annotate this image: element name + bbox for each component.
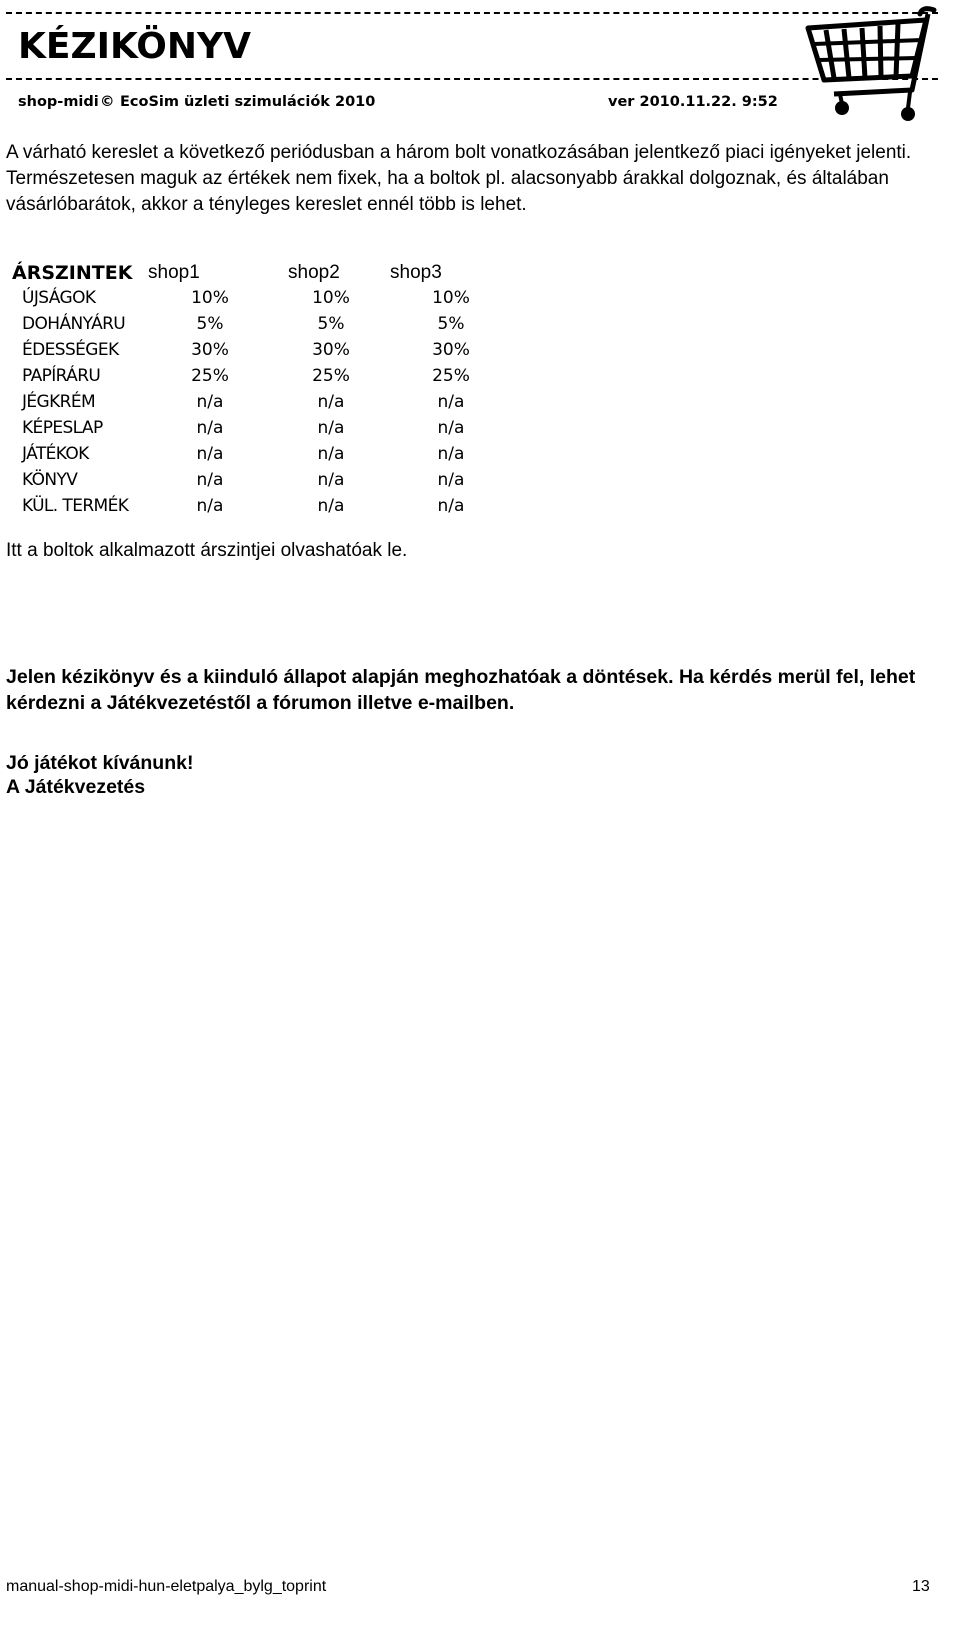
copyright-symbol: © [100, 94, 115, 110]
row-value-shop3: 10% [432, 288, 470, 308]
row-value-shop3: n/a [437, 444, 465, 464]
row-value-shop3: 5% [437, 314, 465, 334]
table-row [0, 470, 600, 496]
row-category: KÉPESLAP [22, 418, 103, 438]
header-top-rule [6, 12, 938, 14]
row-category: ÉDESSÉGEK [22, 340, 119, 360]
table-row [0, 392, 600, 418]
table-row [0, 288, 600, 314]
intro-paragraph: A várható kereslet a következő periódusban a három bolt vonatkozásában jelentkező piaci igényeket jelenti. Természetesen maguk az értékek nem fixek, ha a boltok pl. alacsonyabb árakkal dolgoznak, és általában vásárlóbarátok, akkor a tényleges kereslet ennél több is lehet. [6, 142, 912, 215]
row-value-shop2: 30% [312, 340, 350, 360]
row-category: JÉGKRÉM [22, 392, 96, 412]
row-value-shop3: n/a [437, 392, 465, 412]
row-category: KÜL. TERMÉK [22, 496, 129, 516]
row-value-shop1: n/a [196, 470, 224, 490]
price-table-col-shop1: shop1 [148, 262, 200, 283]
row-value-shop3: 25% [432, 366, 470, 386]
row-value-shop3: n/a [437, 496, 465, 516]
page-title: KÉZIKÖNYV [18, 26, 251, 67]
row-value-shop1: n/a [196, 444, 224, 464]
row-value-shop2: 25% [312, 366, 350, 386]
product-name: shop-midi [18, 94, 99, 110]
row-value-shop1: 30% [191, 340, 229, 360]
table-note: Itt a boltok alkalmazott árszintjei olvashatóak le. [6, 540, 408, 561]
table-row [0, 444, 600, 470]
signature-line: A Játékvezetés [6, 776, 146, 798]
row-value-shop1: n/a [196, 392, 224, 412]
row-value-shop2: 10% [312, 288, 350, 308]
table-row [0, 340, 600, 366]
row-value-shop1: 10% [191, 288, 229, 308]
header-bottom-rule [6, 78, 938, 80]
table-row [0, 366, 600, 392]
row-value-shop2: n/a [317, 418, 345, 438]
footer-filename: manual-shop-midi-hun-eletpalya_bylg_toprint [6, 1578, 327, 1595]
closing-paragraph: Jelen kézikönyv és a kiinduló állapot alapján meghozhatóak a döntések. Ha kérdés merül fel, lehet kérdezni a Játékvezetéstől a fórumon illetve e-mailben. [6, 666, 916, 714]
price-table-col-shop2: shop2 [288, 262, 340, 283]
row-value-shop1: n/a [196, 418, 224, 438]
row-value-shop1: n/a [196, 496, 224, 516]
row-value-shop3: 30% [432, 340, 470, 360]
row-value-shop1: 25% [191, 366, 229, 386]
page-number: 13 [912, 1578, 930, 1595]
row-value-shop2: n/a [317, 496, 345, 516]
row-category: PAPÍRÁRU [22, 366, 101, 386]
row-value-shop3: n/a [437, 418, 465, 438]
table-row [0, 496, 600, 522]
price-table-heading: ÁRSZINTEK [12, 262, 133, 284]
shopping-cart-icon [804, 4, 954, 132]
price-table-col-shop3: shop3 [390, 262, 442, 283]
row-value-shop2: n/a [317, 444, 345, 464]
version-info: ver 2010.11.22. 9:52 [608, 94, 778, 110]
table-row [0, 314, 600, 340]
greeting-line: Jó játékot kívánunk! [6, 752, 194, 774]
table-row [0, 418, 600, 444]
row-value-shop2: n/a [317, 392, 345, 412]
row-category: DOHÁNYÁRU [22, 314, 126, 334]
row-category: JÁTÉKOK [22, 444, 89, 464]
row-value-shop2: 5% [317, 314, 345, 334]
company-name: EcoSim üzleti szimulációk 2010 [120, 94, 376, 110]
row-category: KÖNYV [22, 470, 78, 490]
row-value-shop2: n/a [317, 470, 345, 490]
row-category: ÚJSÁGOK [22, 288, 96, 308]
row-value-shop3: n/a [437, 470, 465, 490]
row-value-shop1: 5% [196, 314, 224, 334]
